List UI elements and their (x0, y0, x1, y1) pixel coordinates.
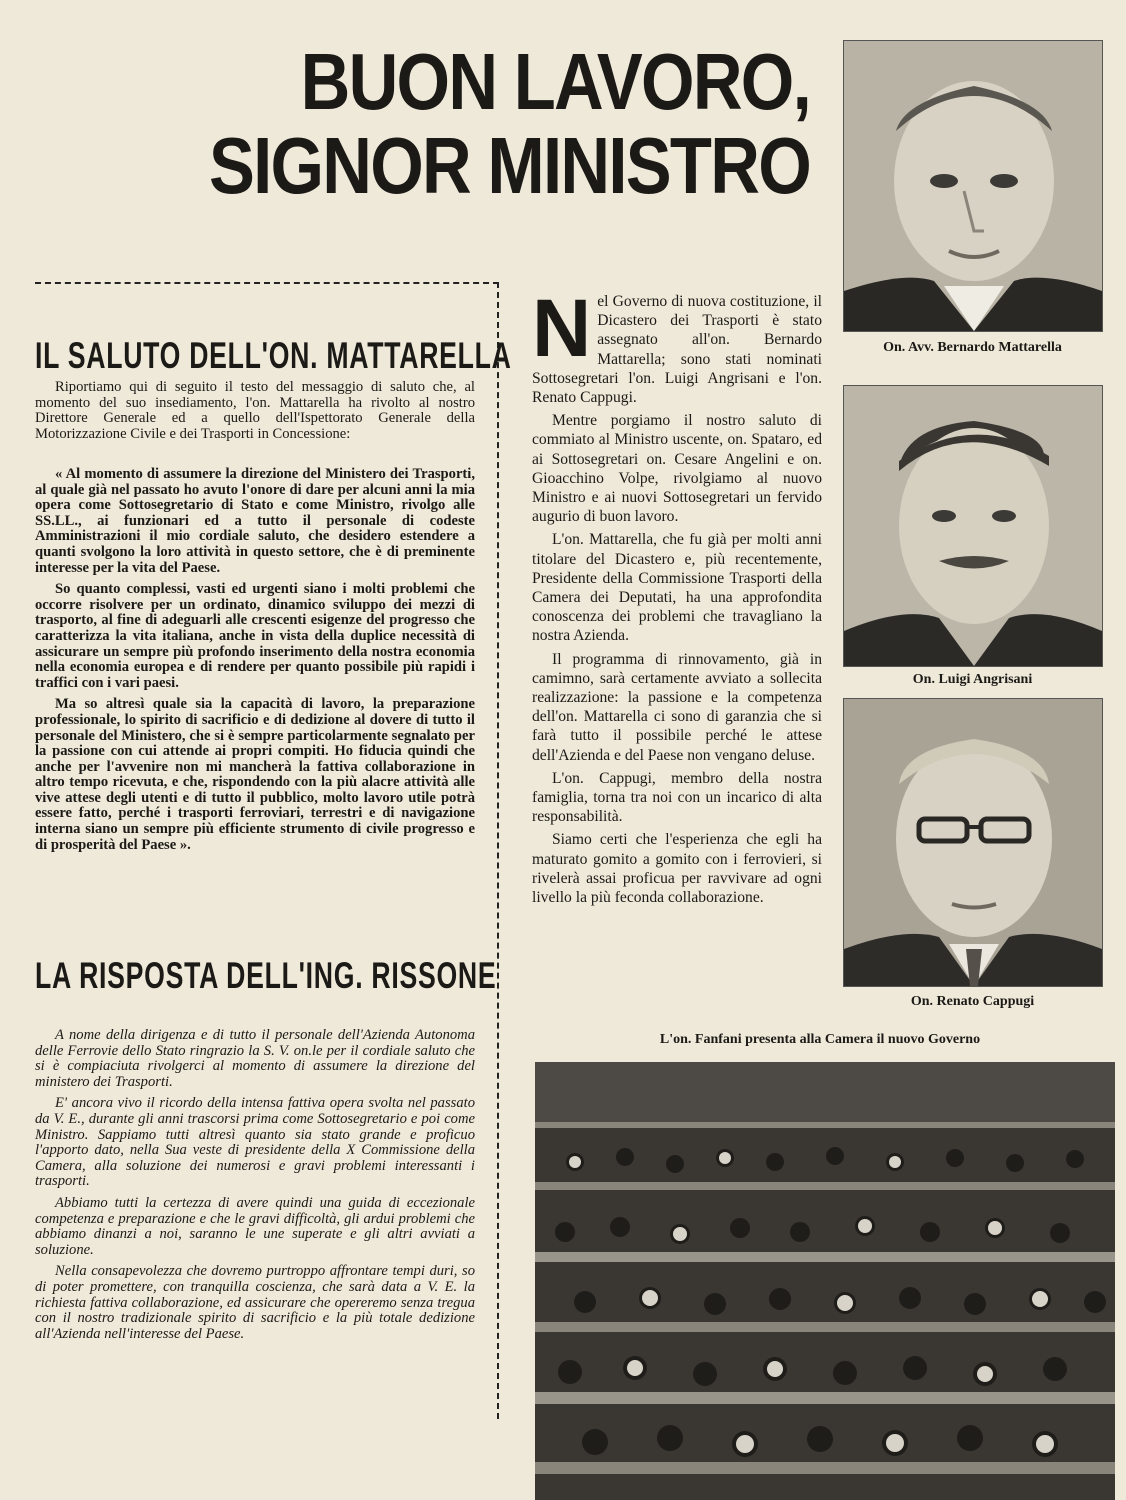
caption-photo-2: On. Luigi Angrisani (912, 672, 1033, 687)
article-column (532, 283, 822, 911)
reply-paragraph: E' ancora vivo il ricordo della intensa fattiva opera svolta nel passato da V. E., durante gli anni trascorsi prima come Sottosegretario e poi come Ministro. Sappiamo tutti altresì quanto sia stato grande e proficuo l'apporto dato, nella Sua veste di presidente della X Commissione della Camera, alla soluzione dei numerosi e gravi problemi interessanti i trasporti. (35, 1095, 475, 1190)
reply-paragraph: A nome della dirigenza e di tutto il personale dell'Azienda Autonoma delle Ferrovie dello Stato ringrazio la S. V. on.le per il cordiale saluto che si è compiaciuta rivolgerci al momento di assumere la direzione del ministero dei Trasporti. (35, 1027, 475, 1090)
portrait-cappugi (843, 698, 1103, 987)
article-paragraph-first (532, 283, 822, 407)
saluto-intro-text: Riportiamo qui di seguito il testo del messaggio di saluto che, al momento del suo insediamento, l'on. Mattarella ha rivolto al nostro Direttore Generale ed a quello dell'Ispettorato Generale della Motorizzazione Civile e dei Trasporti in Concessione: (35, 379, 475, 442)
article-paragraph: L'on. Cappugi, membro della nostra famiglia, torna tra noi con un incarico di alta responsabilità. (532, 769, 822, 826)
article-paragraph: Il programma di rinnovamento, già in camimno, sarà certamente avviato a sollecita realizzazione: la passione e la competenza dell'on. Mattarella ci sono di garanzia che si farà tutto il possibile perché le attese dell'Azienda e del Paese non vengano deluse. (532, 650, 822, 764)
portrait-angrisani (843, 385, 1103, 667)
article-paragraph-lead: el Governo di nuova costituzione, il Dicastero dei Trasporti è stato assegnato all'on. Bernardo Mattarella; sono stati nominati Sottosegretari l'on. Luigi Angrisani e l'on. Renato Cappugi. (532, 293, 822, 407)
reply-paragraph: Abbiamo tutti la certezza di avere quindi una guida di eccezionale competenza e preparazione e che le gravi difficoltà, gli ardui problemi che abbiamo dinanzi a noi, saranno le une superate e gli altri avviati a soluzione. (35, 1194, 475, 1258)
article-paragraph: Mentre porgiamo il nostro saluto di commiato al Ministro uscente, on. Spataro, ed ai Sottosegretari on. Cesare Angelini e on. Gioacchino Volpe, rivolgiamo al nuovo Ministro e ai nuovi Sottosegretari un fervido augurio di buon lavoro. (532, 412, 822, 526)
caption-photo-1: On. Avv. Bernardo Mattarella (883, 340, 1062, 355)
saluto-intro (35, 380, 475, 448)
headline (208, 37, 811, 210)
article-paragraph: Siamo certi che l'esperienza che egli ha maturato gomito a gomito con i ferrovieri, si rivelerà assai proficua per ravvivare ad ogni livello la più feconda collaborazione. (532, 831, 822, 907)
message-paragraph: « Al momento di assumere la direzione del Ministero dei Trasporti, al quale già nel passato ho avuto l'onore di dare per alcuni anni la mia opera come Sottosegretario di Stato e come Ministro, rivolgo alle SS.LL., ai funzionari ed a tutto il personale di codeste Amministrazioni il mio cordiale saluto, che desidero estendere a quanti svolgono la loro attività in questo settore, che è di preminente interesse per la vita del Paese. (35, 466, 475, 576)
reply-paragraph: Nella consapevolezza che dovremo purtroppo affrontare tempi duri, so di poter promettere, con tranquilla coscienza, che sarà data a V. E. la richiesta fattiva collaborazione, ed assicurare che opereremo senza tregua con il nostro tradizionale spirito di sacrificio e la più totale dedizione all'Azienda nell'interesse del Paese. (35, 1263, 475, 1342)
section-title-risposta: LA RISPOSTA DELL'ING. RISSONE (35, 955, 497, 996)
saluto-message (35, 467, 475, 859)
article-paragraph: L'on. Mattarella, che fu già per molti anni titolare del Dicastero e, più recentemente, Presidente della Commissione Trasporti della Camera dei Deputati, ha una approfondita conoscenza dei problemi che travagliano la nostra Azienda. (532, 531, 822, 645)
headline-line-2: SIGNOR MINISTRO (208, 121, 811, 210)
message-paragraph: So quanto complessi, vasti ed urgenti siano i molti problemi che occorre risolvere per un ordinato, dinamico sviluppo dei mezzi di trasporto, al fine di adeguarli alle crescenti esigenze del progresso che caratterizza la vita italiana, anche in vista della duplice necessità di assicurare un sempre più profondo inserimento della nostra economia nella economia europea e di rendere per quanto possibile più rapidi i traffici con i vari paesi. (35, 581, 475, 691)
parliament-photo (535, 1062, 1115, 1500)
caption-photo-3: On. Renato Cappugi (910, 994, 1035, 1009)
drop-cap: N (532, 283, 592, 374)
message-paragraph: Ma so altresì quale sia la capacità di lavoro, la preparazione professionale, lo spirito di sacrificio e di dedizione al dovere di tutto il personale del Ministero, che si è sempre particolarmente segnalato per la passione con cui attende ai propri compiti. Ho fiducia quindi che anche per l'avvenire non mi mancherà la fattiva collaborazione in altro tempo ricevuta, e che, rispondendo con la più alacre attività alle vive attese degli utenti e di tutto il pubblico, molto lavoro utile potrà essere fatto, perché i trasporti ferroviari, terrestri e di navigazione interna siano un sempre più efficiente strumento di civile progresso e di prosperità del Paese ». (35, 696, 475, 853)
portrait-mattarella (843, 40, 1103, 332)
risposta-text (35, 1028, 475, 1348)
headline-line-1: BUON LAVORO, (300, 37, 810, 126)
section-title-saluto: IL SALUTO DELL'ON. MATTARELLA (35, 335, 512, 376)
caption-group-photo: L'on. Fanfani presenta alla Camera il nuovo Governo (659, 1032, 981, 1047)
